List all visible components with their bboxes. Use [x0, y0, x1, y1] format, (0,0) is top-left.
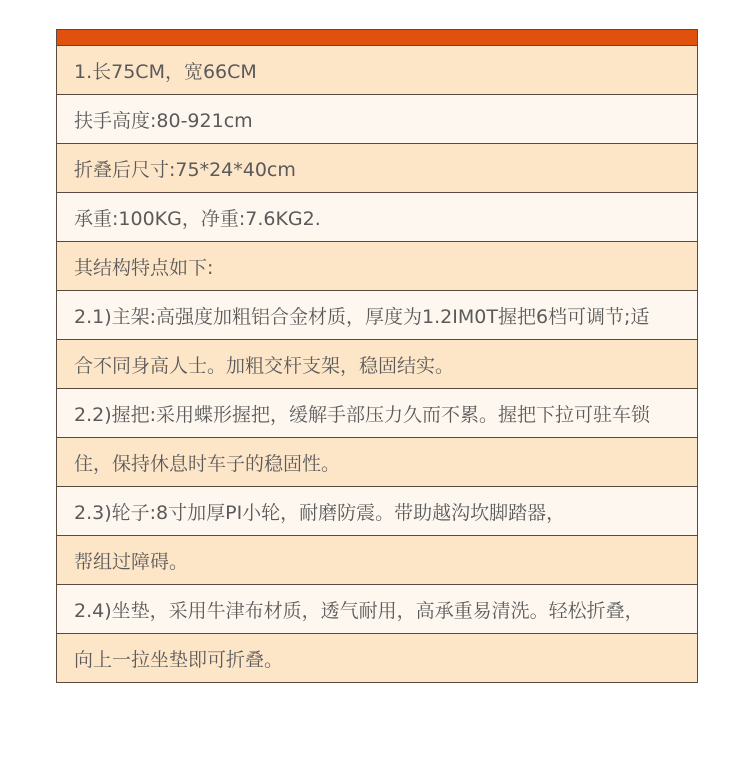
row-text: 其结构特点如下:	[74, 256, 214, 279]
row-text: 2.3)轮子:8寸加厚PI小轮，耐磨防震。带助越沟坎脚踏器，	[74, 501, 566, 524]
table-row	[57, 291, 697, 340]
row-text: 扶手高度:80-921cm	[74, 109, 253, 132]
row-text: 折叠后尺寸:75*24*40cm	[74, 158, 296, 181]
row-text: 向上一拉坐垫即可折叠。	[74, 648, 284, 671]
table-row	[57, 438, 697, 487]
table-row	[57, 389, 697, 438]
table-row	[57, 585, 697, 634]
row-text: 合不同身高人士。加粗交杆支架，稳固结实。	[74, 354, 455, 377]
table-row	[57, 634, 697, 683]
table-row	[57, 242, 697, 291]
row-text: 1.长75CM，宽66CM	[74, 60, 257, 83]
row-text: 2.4)坐垫，采用牛津布材质，透气耐用，高承重易清洗。轻松折叠，	[74, 599, 644, 622]
spec-table	[56, 29, 698, 683]
table-row	[57, 46, 697, 95]
row-text: 住，保持休息时车子的稳固性。	[74, 452, 341, 475]
table-row	[57, 536, 697, 585]
table-row	[57, 144, 697, 193]
row-text: 承重:100KG，净重:7.6KG2.	[74, 207, 321, 230]
row-text: 2.1)主架:高强度加粗铝合金材质，厚度为1.2IM0T握把6档可调节;适	[74, 305, 650, 328]
table-row	[57, 95, 697, 144]
table-row	[57, 193, 697, 242]
table-header-bar	[57, 30, 697, 46]
table-row	[57, 340, 697, 389]
row-text: 帮组过障碍。	[74, 550, 189, 573]
table-row	[57, 487, 697, 536]
row-text: 2.2)握把:采用蝶形握把，缓解手部压力久而不累。握把下拉可驻车锁	[74, 403, 651, 426]
